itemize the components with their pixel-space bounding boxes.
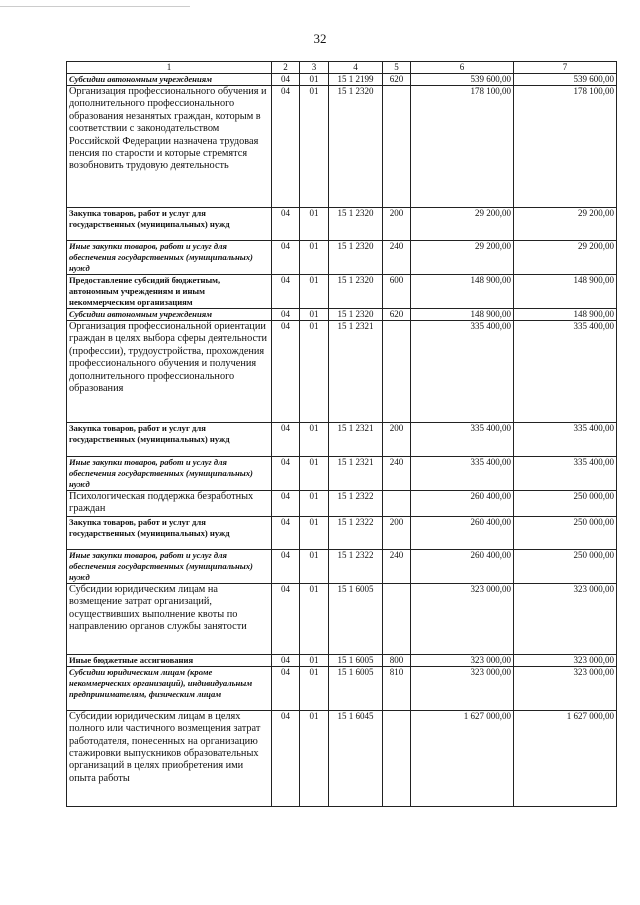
subsection-code-cell: 01: [300, 666, 329, 710]
row-name-cell: Закупка товаров, работ и услуг для государственных (муниципальных) нужд: [67, 516, 272, 549]
amount-cell-col6: 260 400,00: [411, 549, 514, 583]
row-name-cell: Субсидии автономным учреждениям: [67, 74, 272, 86]
expense-type-cell: 200: [383, 423, 411, 457]
subsection-code-cell: 01: [300, 491, 329, 517]
amount-cell-col7: 250 000,00: [514, 549, 617, 583]
section-code-cell: 04: [272, 549, 300, 583]
amount-cell-col6: 335 400,00: [411, 321, 514, 423]
budget-table: [66, 61, 617, 807]
amount-cell-col6: 323 000,00: [411, 583, 514, 654]
section-code-cell: 04: [272, 457, 300, 491]
amount-cell-col6: 148 900,00: [411, 275, 514, 309]
table-row: [67, 309, 617, 321]
expense-type-cell: [383, 710, 411, 806]
row-name-cell: Закупка товаров, работ и услуг для государственных (муниципальных) нужд: [67, 423, 272, 457]
target-article-cell: 15 1 2320: [329, 241, 383, 275]
amount-cell-col6: 335 400,00: [411, 423, 514, 457]
expense-type-cell: 240: [383, 457, 411, 491]
amount-cell-col7: 29 200,00: [514, 208, 617, 241]
amount-cell-col7: 323 000,00: [514, 666, 617, 710]
section-code-cell: 04: [272, 583, 300, 654]
expense-type-cell: [383, 86, 411, 208]
section-code-cell: 04: [272, 321, 300, 423]
section-code-cell: 04: [272, 423, 300, 457]
row-name-cell: Субсидии автономным учреждениям: [67, 309, 272, 321]
subsection-code-cell: 01: [300, 583, 329, 654]
section-code-cell: 04: [272, 491, 300, 517]
table-row: [67, 666, 617, 710]
table-row: [67, 241, 617, 275]
amount-cell-col7: 29 200,00: [514, 241, 617, 275]
target-article-cell: 15 1 6005: [329, 654, 383, 666]
amount-cell-col6: 260 400,00: [411, 491, 514, 517]
section-code-cell: 04: [272, 309, 300, 321]
amount-cell-col7: 148 900,00: [514, 309, 617, 321]
subsection-code-cell: 01: [300, 309, 329, 321]
subsection-code-cell: 01: [300, 74, 329, 86]
amount-cell-col6: 260 400,00: [411, 516, 514, 549]
subsection-code-cell: 01: [300, 710, 329, 806]
amount-cell-col6: 148 900,00: [411, 309, 514, 321]
target-article-cell: 15 1 2322: [329, 516, 383, 549]
amount-cell-col7: 335 400,00: [514, 423, 617, 457]
column-header: 4: [329, 62, 383, 74]
subsection-code-cell: 01: [300, 423, 329, 457]
expense-type-cell: 200: [383, 516, 411, 549]
amount-cell-col7: 250 000,00: [514, 516, 617, 549]
section-code-cell: 04: [272, 74, 300, 86]
amount-cell-col6: 1 627 000,00: [411, 710, 514, 806]
amount-cell-col7: 148 900,00: [514, 275, 617, 309]
target-article-cell: 15 1 6045: [329, 710, 383, 806]
section-code-cell: 04: [272, 241, 300, 275]
section-code-cell: 04: [272, 516, 300, 549]
row-name-cell: Психологическая поддержка безработных граждан: [67, 491, 272, 517]
table-row: [67, 423, 617, 457]
table-row: [67, 549, 617, 583]
row-name-cell: Организация профессиональной ориентации граждан в целях выбора сферы деятельности (профессии), трудоустройства, прохождения профессионального обучения и получения дополнительного профессионального образования: [67, 321, 272, 423]
amount-cell-col6: 539 600,00: [411, 74, 514, 86]
target-article-cell: 15 1 2320: [329, 86, 383, 208]
scan-edge-line: [0, 0, 190, 7]
table-row: [67, 654, 617, 666]
target-article-cell: 15 1 2321: [329, 457, 383, 491]
amount-cell-col7: 250 000,00: [514, 491, 617, 517]
expense-type-cell: 600: [383, 275, 411, 309]
expense-type-cell: [383, 583, 411, 654]
expense-type-cell: 620: [383, 74, 411, 86]
subsection-code-cell: 01: [300, 321, 329, 423]
target-article-cell: 15 1 6005: [329, 666, 383, 710]
target-article-cell: 15 1 2322: [329, 549, 383, 583]
row-name-cell: Предоставление субсидий бюджетным, автономным учреждениям и иным некоммерческим организациям: [67, 275, 272, 309]
section-code-cell: 04: [272, 86, 300, 208]
section-code-cell: 04: [272, 666, 300, 710]
amount-cell-col7: 1 627 000,00: [514, 710, 617, 806]
target-article-cell: 15 1 6005: [329, 583, 383, 654]
column-header: 1: [67, 62, 272, 74]
target-article-cell: 15 1 2321: [329, 321, 383, 423]
table-row: [67, 583, 617, 654]
table-row: [67, 516, 617, 549]
table-row: [67, 491, 617, 517]
row-name-cell: Иные закупки товаров, работ и услуг для обеспечения государственных (муниципальных) нужд: [67, 241, 272, 275]
subsection-code-cell: 01: [300, 654, 329, 666]
table-row: [67, 710, 617, 806]
subsection-code-cell: 01: [300, 275, 329, 309]
table-row: [67, 86, 617, 208]
column-header: 6: [411, 62, 514, 74]
header-row: [67, 62, 617, 74]
table-row: [67, 74, 617, 86]
table-row: [67, 321, 617, 423]
target-article-cell: 15 1 2321: [329, 423, 383, 457]
expense-type-cell: 810: [383, 666, 411, 710]
amount-cell-col6: 323 000,00: [411, 666, 514, 710]
column-header: 2: [272, 62, 300, 74]
row-name-cell: Субсидии юридическим лицам в целях полного или частичного возмещения затрат работодателя, понесенных на организацию стажировки выпускников образовательных организаций в целях приобретения ими опыта работы: [67, 710, 272, 806]
row-name-cell: Иные бюджетные ассигнования: [67, 654, 272, 666]
amount-cell-col7: 335 400,00: [514, 321, 617, 423]
expense-type-cell: [383, 321, 411, 423]
amount-cell-col7: 323 000,00: [514, 654, 617, 666]
row-name-cell: Иные закупки товаров, работ и услуг для обеспечения государственных (муниципальных) нужд: [67, 457, 272, 491]
expense-type-cell: 240: [383, 241, 411, 275]
subsection-code-cell: 01: [300, 86, 329, 208]
page-number: 32: [313, 31, 327, 46]
row-name-cell: Субсидии юридическим лицам на возмещение затрат организаций, осуществивших выполнение квоты по направлению органов службы занятости: [67, 583, 272, 654]
row-name-cell: Субсидии юридическим лицам (кроме некоммерческих организаций), индивидуальным предпринимателям, физическим лицам: [67, 666, 272, 710]
amount-cell-col6: 323 000,00: [411, 654, 514, 666]
amount-cell-col6: 335 400,00: [411, 457, 514, 491]
row-name-cell: Организация профессионального обучения и дополнительного профессионального образования незанятых граждан, которым в соответствии с законодательством Российской Федерации назначена трудовая пенсия по старости и которые стремятся возобновить трудовую деятельность: [67, 86, 272, 208]
expense-type-cell: [383, 491, 411, 517]
subsection-code-cell: 01: [300, 241, 329, 275]
column-header: 7: [514, 62, 617, 74]
subsection-code-cell: 01: [300, 208, 329, 241]
column-header: 5: [383, 62, 411, 74]
section-code-cell: 04: [272, 275, 300, 309]
expense-type-cell: 200: [383, 208, 411, 241]
amount-cell-col7: 335 400,00: [514, 457, 617, 491]
expense-type-cell: 240: [383, 549, 411, 583]
row-name-cell: Закупка товаров, работ и услуг для государственных (муниципальных) нужд: [67, 208, 272, 241]
amount-cell-col7: 323 000,00: [514, 583, 617, 654]
target-article-cell: 15 1 2320: [329, 309, 383, 321]
amount-cell-col7: 539 600,00: [514, 74, 617, 86]
expense-type-cell: 620: [383, 309, 411, 321]
target-article-cell: 15 1 2199: [329, 74, 383, 86]
table-row: [67, 457, 617, 491]
amount-cell-col6: 178 100,00: [411, 86, 514, 208]
table-row: [67, 275, 617, 309]
target-article-cell: 15 1 2320: [329, 275, 383, 309]
amount-cell-col6: 29 200,00: [411, 208, 514, 241]
subsection-code-cell: 01: [300, 516, 329, 549]
column-header: 3: [300, 62, 329, 74]
target-article-cell: 15 1 2320: [329, 208, 383, 241]
section-code-cell: 04: [272, 208, 300, 241]
expense-type-cell: 800: [383, 654, 411, 666]
amount-cell-col7: 178 100,00: [514, 86, 617, 208]
subsection-code-cell: 01: [300, 457, 329, 491]
subsection-code-cell: 01: [300, 549, 329, 583]
row-name-cell: Иные закупки товаров, работ и услуг для обеспечения государственных (муниципальных) нужд: [67, 549, 272, 583]
section-code-cell: 04: [272, 654, 300, 666]
table-row: [67, 208, 617, 241]
section-code-cell: 04: [272, 710, 300, 806]
target-article-cell: 15 1 2322: [329, 491, 383, 517]
amount-cell-col6: 29 200,00: [411, 241, 514, 275]
